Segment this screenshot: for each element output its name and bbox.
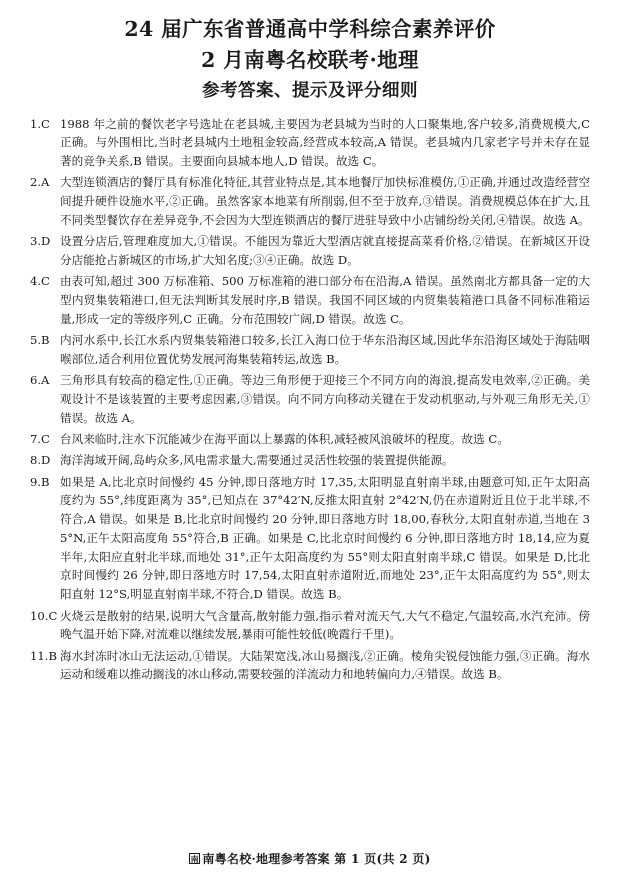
answer-number: 8.D bbox=[30, 453, 51, 468]
answer-explanation: 内河水系中,长江水系内贸集装箱港口较多,长江入海口位于华东沿海区域,因此华东沿海区域处于海陆咽喉部位,适合利用位置优势发展河海集装箱转运,故选 B。 bbox=[60, 333, 590, 366]
answer-number: 10.C bbox=[30, 608, 58, 623]
answer-number: 9.B bbox=[30, 474, 50, 489]
answer-number: 7.C bbox=[30, 432, 50, 446]
page-footer bbox=[0, 850, 620, 867]
list-item bbox=[30, 272, 590, 328]
title-line-2: 2 月南粤名校联考·地理 bbox=[201, 47, 419, 72]
answer-explanation: 海水封冻时冰山无法运动,①错误。大陆架宽浅,冰山易搁浅,②正确。棱角尖锐侵蚀能力强,③正确。海水运动和缓难以推动搁浅的冰山移动,需要较强的洋流动力和地转偏向力,④错误。故选 B。 bbox=[60, 648, 590, 682]
list-item bbox=[30, 607, 590, 645]
title-line-1: 24 届广东省普通高中学科综合素养评价 bbox=[124, 17, 496, 41]
answer-number: 1.C bbox=[30, 116, 50, 131]
list-item bbox=[30, 115, 590, 171]
answer-list bbox=[30, 115, 590, 685]
answer-explanation: 如果是 A,比北京时间慢约 45 分钟,即日落地方时 17,35,太阳明显直射南半球,由题意可知,正午太阳高度约为 55°,纬度距离为 35°,已知点在 37°42′N,反推太阳直射 2°42′N,仍在赤道附近且位于北半球,不符合,A 错误。如果是 B,比北京时间慢约 20 分钟,即日落地方时 18,00,春秋分,太阳直射赤道,当地在 35°N,正午太阳高度角 55°符合,B 正确。如果是 C,比北京时间慢约 6 分钟,即日落地方时 18,14,应为夏半年,太阳应直射北半球,而地处 31°,正午太阳高度约为 55°则太阳直射南半球,C 错误。如果是 D,比北京时间慢约 26 分钟,即日落地方时 17,54,太阳直射赤道附近,而地处 23°,正午太阳高度约为 55°,则太阳直射 12°S,明显直射南半球,不符合,D 错误。故选 B。 bbox=[60, 474, 590, 602]
answer-explanation: 1988 年之前的餐饮老字号选址在老县城,主要因为老县城为当时的人口聚集地,客户较多,消费规模大,C 正确。与外围相比,当时老县城内土地租金较高,经营成本较高,A 错误。老县城内几家老字号并未存在显著的竞争关系,B 错误。主要面向县城本地人,D 错误。故选 C。 bbox=[60, 116, 590, 169]
title-line-3: 参考答案、提示及评分细则 bbox=[202, 80, 418, 101]
brand-logo-icon: 南 bbox=[190, 854, 199, 864]
answer-explanation: 台风来临时,注水下沉能减少在海平面以上暴露的体积,减轻被风浪破坏的程度。故选 C。 bbox=[60, 432, 509, 446]
list-item bbox=[30, 173, 590, 229]
answer-explanation: 大型连锁酒店的餐厅具有标准化特征,其营业特点是,其本地餐厅加快标准模仿,①正确,并通过改造经营空间提升硬件设施水平,②正确。虽然客家本地菜有所削弱,但不至于放弃,③错误。消费规模总体在扩大,且不同类型餐饮存在差异竞争,不会因为大型连锁酒店的餐厅进驻导致中小店铺纷纷关闭,④错误。故选 A。 bbox=[60, 175, 590, 227]
answer-explanation: 海洋海域开阔,岛屿众多,风电需求量大,需要通过灵活性较强的装置提供能源。 bbox=[60, 453, 454, 468]
answer-number: 3.D bbox=[30, 234, 51, 249]
answer-explanation: 三角形具有较高的稳定性,①正确。等边三角形便于迎接三个不同方向的海浪,提高发电效率,②正确。美观设计不是该装置的主要考虑因素,③错误。向不同方向移动关键在于发动机驱动,与外观三角形无关,①错误。故选 A。 bbox=[60, 373, 590, 425]
answer-number: 2.A bbox=[30, 175, 50, 190]
list-item bbox=[30, 331, 590, 369]
list-item bbox=[30, 430, 590, 449]
answer-explanation: 由表可知,超过 300 万标准箱、500 万标准箱的港口部分布在沿海,A 错误。虽然南北方都具备一定的大型内贸集装箱港口,但无法判断其发展时序,B 错误。我国不同区域的内贸集装箱港口具备不同标准箱运量,形成一定的等级序列,C 正确。分布范围较广阔,D 错误。故选 C。 bbox=[60, 274, 590, 326]
answer-explanation: 火烧云是散射的结果,说明大气含量高,散射能力强,指示着对流天气,大气不稳定,气温较高,水汽充沛。傍晚气温开始下降,对流难以继续发展,暴雨可能性较低(晚霞行千里)。 bbox=[60, 608, 590, 642]
footer-content bbox=[189, 850, 430, 867]
page-title bbox=[30, 14, 590, 105]
answer-number: 4.C bbox=[30, 274, 50, 289]
answer-number: 11.B bbox=[30, 648, 57, 663]
list-item bbox=[30, 232, 590, 270]
list-item bbox=[30, 371, 590, 427]
list-item bbox=[30, 647, 590, 685]
answer-number: 5.B bbox=[30, 333, 50, 348]
answer-explanation: 设置分店后,管理难度加大,①错误。不能因为靠近大型酒店就直接提高菜肴价格,②错误。在新城区开设分店能抢占新城区的市场,扩大知名度;③④正确。故选 D。 bbox=[60, 234, 590, 267]
list-item bbox=[30, 451, 590, 470]
list-item bbox=[30, 473, 590, 604]
answer-number: 6.A bbox=[30, 373, 50, 388]
footer-text: 南粤名校·地理参考答案 第 1 页(共 2 页) bbox=[202, 852, 431, 866]
